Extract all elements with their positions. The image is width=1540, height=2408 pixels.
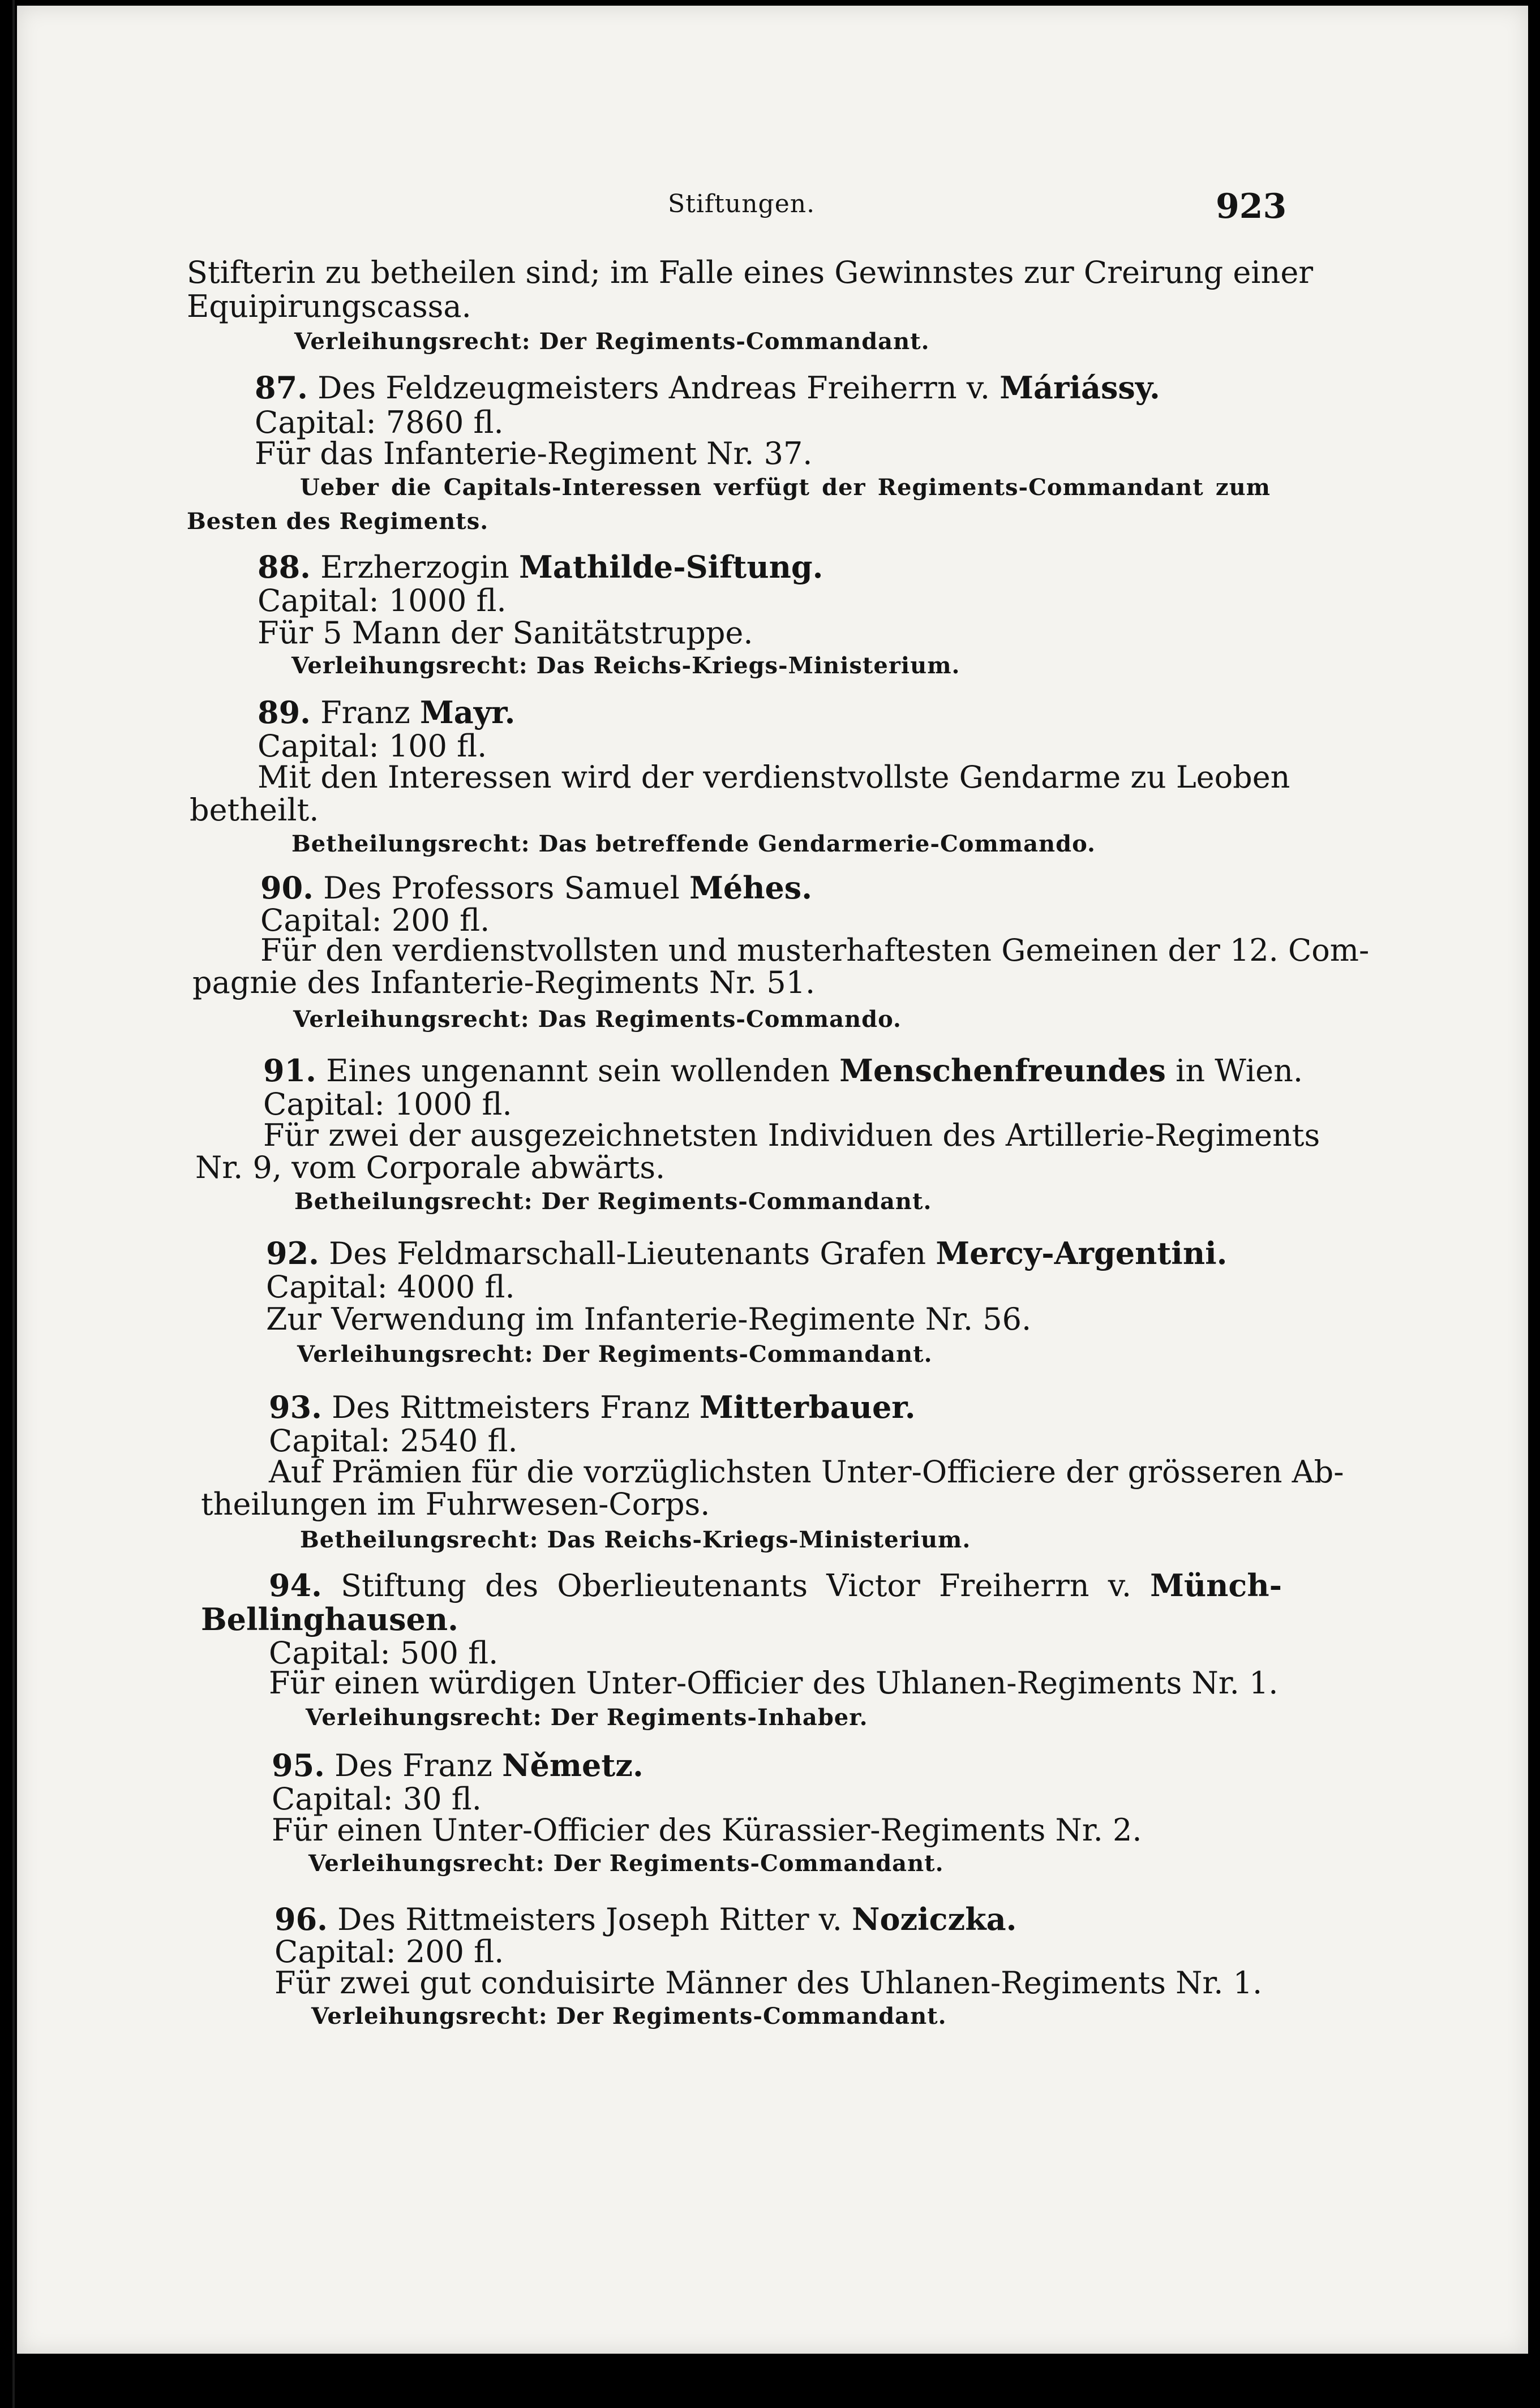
entry-95-capital: Capital: 30 fl. xyxy=(272,1781,482,1817)
entry-91-purpose-1: Für zwei der ausgezeichnetsten Individuen des Artillerie-Regiments xyxy=(263,1117,1320,1153)
entry-title-prefix: Des Franz xyxy=(334,1748,492,1783)
entry-title-prefix: Franz xyxy=(320,695,410,730)
entry-91-purpose-2: Nr. 9, vom Corporale abwärts. xyxy=(195,1150,666,1185)
entry-number: 93. xyxy=(269,1389,322,1425)
entry-94-title xyxy=(269,1567,1282,1603)
entry-90-right: Verleihungsrecht: Das Regiments-Commando. xyxy=(293,1006,902,1033)
entry-number: 89. xyxy=(258,694,311,730)
entry-92-title xyxy=(266,1235,1228,1271)
entry-89-purpose-1: Mit den Interessen wird der verdienstvollste Gendarme zu Leoben xyxy=(258,759,1290,795)
entry-90-purpose-2: pagnie des Infanterie-Regiments Nr. 51. xyxy=(192,965,816,1000)
entry-95-right: Verleihungsrecht: Der Regiments-Commandant. xyxy=(308,1850,944,1877)
entry-89-title xyxy=(258,694,516,730)
entry-88-capital: Capital: 1000 fl. xyxy=(258,583,507,618)
entry-95-purpose: Für einen Unter-Officier des Kürassier-Regiments Nr. 2. xyxy=(272,1812,1142,1848)
entry-91-title xyxy=(263,1052,1303,1089)
entry-94-capital: Capital: 500 fl. xyxy=(269,1635,499,1671)
entry-96-right: Verleihungsrecht: Der Regiments-Commandant. xyxy=(311,2003,947,2029)
entry-93-purpose-1: Auf Prämien für die vorzüglichsten Unter-Officiere der grösseren Ab- xyxy=(269,1454,1344,1490)
entry-number: 87. xyxy=(255,369,308,406)
entry-89-purpose-2: betheilt. xyxy=(190,792,319,828)
entry-92-purpose: Zur Verwendung im Infanterie-Regimente Nr. 56. xyxy=(266,1301,1032,1337)
entry-name: Mercy-Argentini. xyxy=(936,1235,1228,1271)
entry-93-capital: Capital: 2540 fl. xyxy=(269,1423,518,1459)
entry-number: 92. xyxy=(266,1235,319,1271)
entry-94-purpose: Für einen würdigen Unter-Officier des Uhlanen-Regiments Nr. 1. xyxy=(269,1665,1279,1701)
entry-title-prefix: Erzherzogin xyxy=(320,549,509,585)
entry-number: 90. xyxy=(260,870,314,906)
intro-line-1: Stifterin zu betheilen sind; im Falle eines Gewinnstes zur Creirung einer xyxy=(187,255,1314,290)
entry-title-prefix: Des Rittmeisters Joseph Ritter v. xyxy=(337,1902,842,1937)
entry-93-title xyxy=(269,1389,916,1425)
entry-name: Máriássy. xyxy=(1000,369,1160,406)
entry-95-title xyxy=(272,1747,644,1783)
entry-title-suffix: in Wien. xyxy=(1176,1053,1303,1089)
entry-88-right: Verleihungsrecht: Das Reichs-Kriegs-Ministerium. xyxy=(291,652,960,679)
entry-87-purpose: Für das Infanterie-Regiment Nr. 37. xyxy=(255,436,813,471)
entry-title-prefix: Des Professors Samuel xyxy=(323,870,680,906)
entry-title-prefix: Eines ungenannt sein wollenden xyxy=(326,1053,830,1089)
entry-90-title xyxy=(260,872,812,904)
entry-title-prefix: Des Feldzeugmeisters Andreas Freiherrn v. xyxy=(318,370,990,406)
entry-number: 96. xyxy=(274,1901,328,1937)
entry-94-right: Verleihungsrecht: Der Regiments-Inhaber. xyxy=(306,1704,868,1731)
entry-name: Münch- xyxy=(1150,1567,1282,1603)
entry-87-title xyxy=(255,369,1160,406)
entry-96-capital: Capital: 200 fl. xyxy=(274,1934,504,1970)
entry-name: Menschenfreundes xyxy=(839,1052,1166,1089)
entry-91-right: Betheilungsrecht: Der Regiments-Commandant. xyxy=(294,1188,932,1215)
entry-name: Noziczka. xyxy=(852,1901,1017,1937)
book-page xyxy=(17,6,1528,2354)
entry-name: Mitterbauer. xyxy=(699,1389,916,1425)
entry-name: Mayr. xyxy=(420,694,516,730)
entry-number: 94. xyxy=(269,1567,322,1603)
entry-name: Mathilde-Siftung. xyxy=(519,549,823,585)
entry-94-name-cont: Bellinghausen. xyxy=(201,1601,458,1637)
page-binding-edge xyxy=(12,0,15,2408)
entry-number: 88. xyxy=(258,549,311,585)
entry-name: Němetz. xyxy=(502,1747,644,1783)
entry-96-title xyxy=(274,1901,1017,1937)
entry-90-purpose-1: Für den verdienstvollsten und musterhaftesten Gemeinen der 12. Com- xyxy=(260,932,1370,968)
page-number: 923 xyxy=(1216,187,1287,226)
entry-93-right: Betheilungsrecht: Das Reichs-Kriegs-Ministerium. xyxy=(300,1526,971,1553)
entry-name: Méhes. xyxy=(689,870,813,906)
entry-93-purpose-2: theilungen im Fuhrwesen-Corps. xyxy=(201,1486,710,1522)
entry-92-right: Verleihungsrecht: Der Regiments-Commandant. xyxy=(297,1341,933,1368)
entry-90-capital: Capital: 200 fl. xyxy=(260,902,490,938)
entry-title-prefix: Des Rittmeisters Franz xyxy=(332,1390,690,1425)
entry-87-capital: Capital: 7860 fl. xyxy=(255,405,504,440)
intro-right: Verleihungsrecht: Der Regiments-Commandant. xyxy=(294,328,930,355)
entry-89-capital: Capital: 100 fl. xyxy=(258,728,487,764)
entry-96-purpose: Für zwei gut conduisirte Männer des Uhlanen-Regiments Nr. 1. xyxy=(274,1965,1263,2001)
entry-87-note-2: Besten des Regiments. xyxy=(187,508,489,535)
entry-92-capital: Capital: 4000 fl. xyxy=(266,1269,515,1305)
entry-title-prefix: Des Feldmarschall-Lieutenants Grafen xyxy=(329,1236,926,1271)
entry-91-capital: Capital: 1000 fl. xyxy=(263,1086,512,1122)
entry-89-right: Betheilungsrecht: Das betreffende Gendarmerie-Commando. xyxy=(291,831,1096,857)
entry-number: 91. xyxy=(263,1052,316,1089)
entry-88-title xyxy=(258,549,823,585)
entry-88-purpose: Für 5 Mann der Sanitätstruppe. xyxy=(258,615,753,651)
entry-number: 95. xyxy=(272,1747,325,1783)
entry-title-prefix: Stiftung des Oberlieutenants Victor Freiherrn v. xyxy=(341,1568,1131,1603)
entry-87-note-1: Ueber die Capitals-Interessen verfügt der Regiments-Commandant zum xyxy=(300,474,1271,501)
intro-line-2: Equipirungscassa. xyxy=(187,289,471,324)
running-header: Stiftungen. xyxy=(668,190,816,218)
